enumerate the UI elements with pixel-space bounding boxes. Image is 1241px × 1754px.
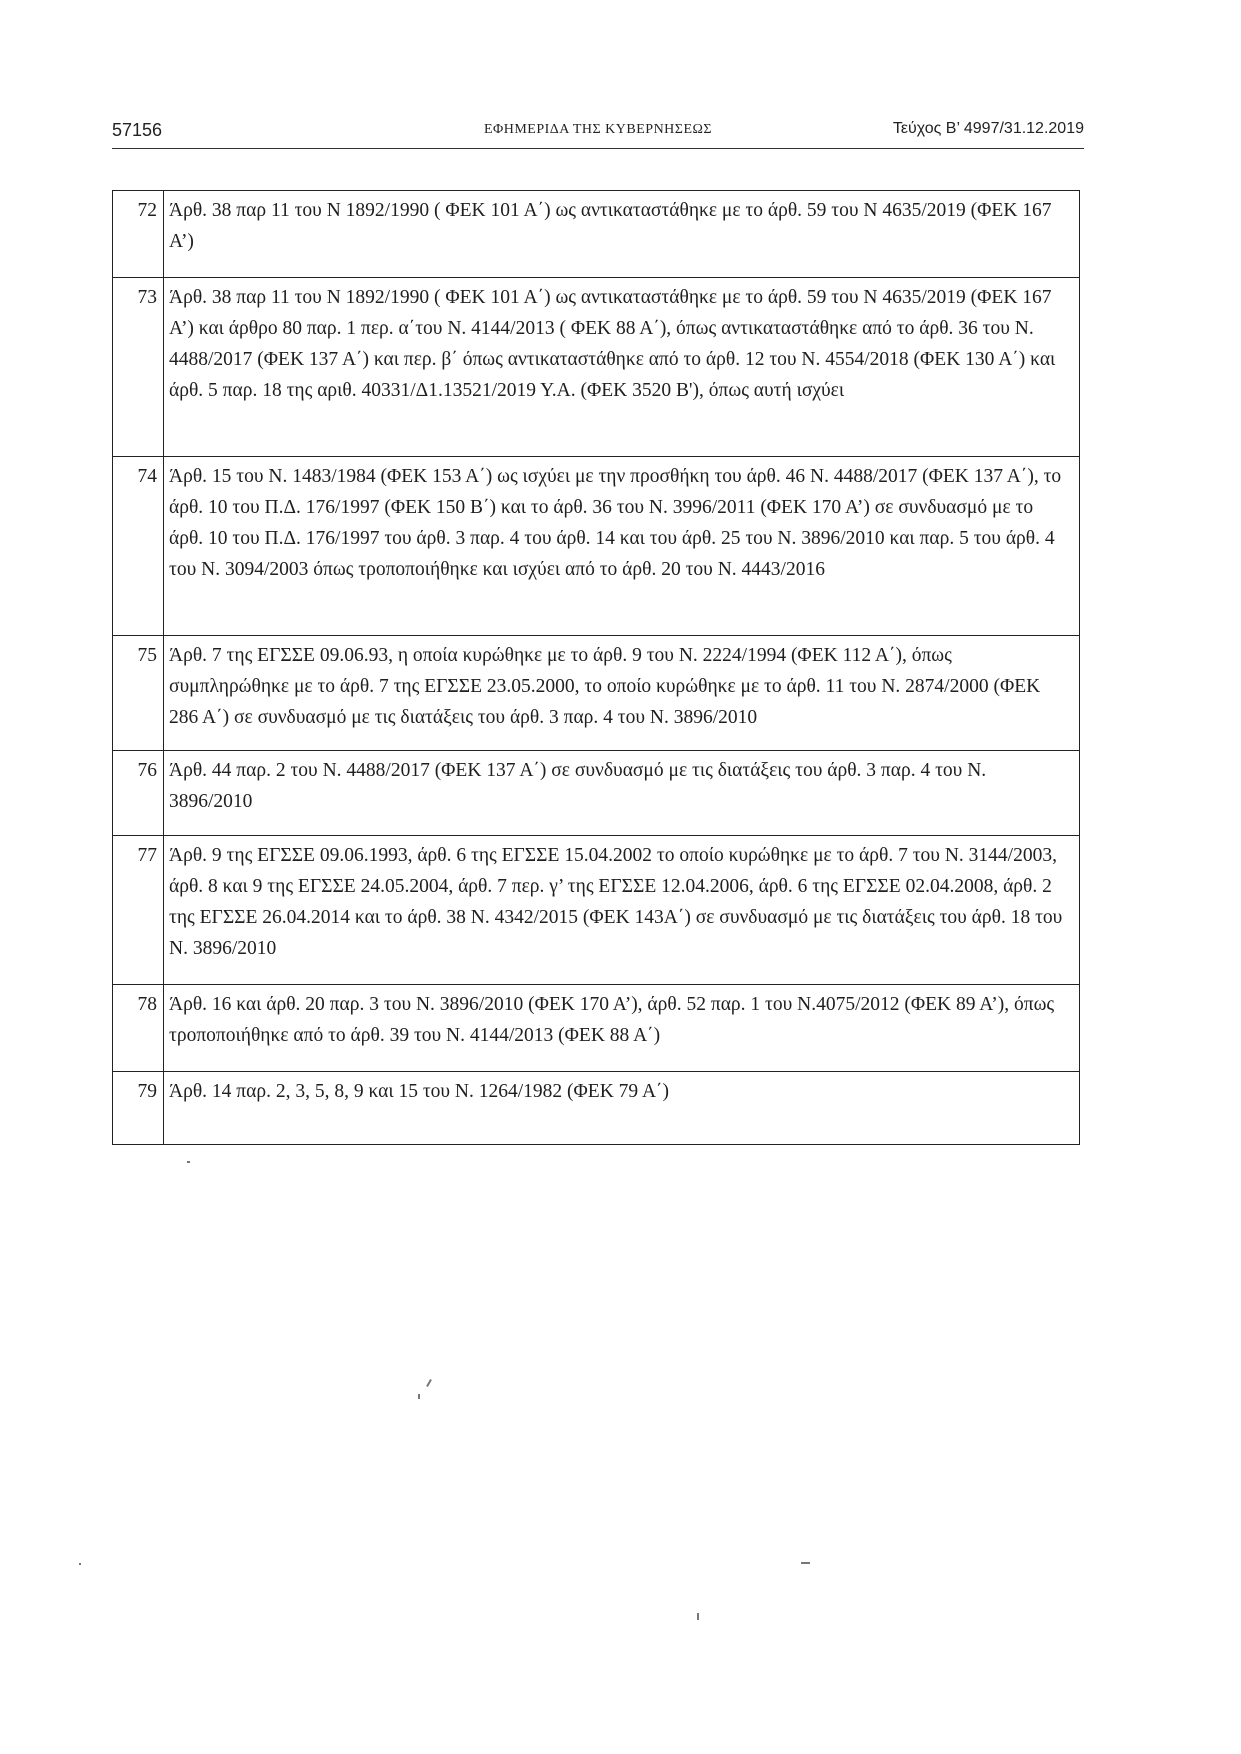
- table-row: [113, 985, 1080, 1072]
- page-header: [112, 118, 1084, 149]
- row-text: Άρθ. 7 της ΕΓΣΣΕ 09.06.93, η οποία κυρώθηκε με το άρθ. 9 του Ν. 2224/1994 (ΦΕΚ 112 Α΄), όπως συμπληρώθηκε με το άρθ. 7 της ΕΓΣΣΕ 23.05.2000, το οποίο κυρώθηκε με το άρθ. 11 του Ν. 2874/2000 (ΦΕΚ 286 Α΄) σε συνδυασμό με τις διατάξεις του άρθ. 3 παρ. 4 του Ν. 3896/2010: [164, 636, 1080, 751]
- row-number: 78: [113, 985, 164, 1072]
- scan-speck: [426, 1379, 432, 1387]
- row-text: Άρθ. 14 παρ. 2, 3, 5, 8, 9 και 15 του Ν. 1264/1982 (ΦΕΚ 79 Α΄): [164, 1072, 1080, 1145]
- scan-speck: [418, 1394, 420, 1399]
- scan-speck: [801, 1562, 810, 1564]
- scan-speck: [79, 1563, 81, 1565]
- row-text: Άρθ. 44 παρ. 2 του Ν. 4488/2017 (ΦΕΚ 137 Α΄) σε συνδυασμό με τις διατάξεις του άρθ. 3 παρ. 4 του Ν. 3896/2010: [164, 751, 1080, 836]
- row-text: Άρθ. 38 παρ 11 του Ν 1892/1990 ( ΦΕΚ 101 Α΄) ως αντικαταστάθηκε με το άρθ. 59 του Ν 4635/2019 (ΦΕΚ 167 Α’): [164, 191, 1080, 278]
- row-text: Άρθ. 15 του Ν. 1483/1984 (ΦΕΚ 153 Α΄) ως ισχύει με την προσθήκη του άρθ. 46 Ν. 4488/2017 (ΦΕΚ 137 Α΄), το άρθ. 10 του Π.Δ. 176/1997 (ΦΕΚ 150 Β΄) και το άρθ. 36 του Ν. 3996/2011 (ΦΕΚ 170 Α’) σε συνδυασμό με το άρθ. 10 του Π.Δ. 176/1997 του άρθ. 3 παρ. 4 του άρθ. 14 και του άρθ. 25 του Ν. 3896/2010 και παρ. 5 του άρθ. 4 του Ν. 3094/2003 όπως τροποποιήθηκε και ισχύει από το άρθ. 20 του Ν. 4443/2016: [164, 457, 1080, 636]
- legal-provisions-table: [112, 190, 1080, 1145]
- row-number: 77: [113, 836, 164, 985]
- table-row: [113, 836, 1080, 985]
- page-number: 57156: [112, 120, 163, 140]
- table-row: [113, 191, 1080, 278]
- row-text: Άρθ. 9 της ΕΓΣΣΕ 09.06.1993, άρθ. 6 της ΕΓΣΣΕ 15.04.2002 το οποίο κυρώθηκε με το άρθ. 7 του Ν. 3144/2003, άρθ. 8 και 9 της ΕΓΣΣΕ 24.05.2004, άρθ. 7 περ. γ’ της ΕΓΣΣΕ 12.04.2006, άρθ. 6 της ΕΓΣΣΕ 02.04.2008, άρθ. 2 της ΕΓΣΣΕ 26.04.2014 και το άρθ. 38 Ν. 4342/2015 (ΦΕΚ 143Α΄) σε συνδυασμό με τις διατάξεις του άρθ. 18 του Ν. 3896/2010: [164, 836, 1080, 985]
- gazette-title: ΕΦΗΜΕΡΙΔΑ ΤΗΣ ΚΥΒΕΡΝΗΣΕΩΣ: [483, 122, 713, 137]
- row-text: Άρθ. 16 και άρθ. 20 παρ. 3 του Ν. 3896/2010 (ΦΕΚ 170 Α’), άρθ. 52 παρ. 1 του Ν.4075/2012 (ΦΕΚ 89 Α’), όπως τροποποιήθηκε από το άρθ. 39 του Ν. 4144/2013 (ΦΕΚ 88 Α΄): [164, 985, 1080, 1072]
- row-number: 75: [113, 636, 164, 751]
- row-number: 76: [113, 751, 164, 836]
- table-row: [113, 751, 1080, 836]
- row-number: 74: [113, 457, 164, 636]
- row-number: 79: [113, 1072, 164, 1145]
- row-number: 73: [113, 278, 164, 457]
- issue-info: Τεύχος Β’ 4997/31.12.2019: [892, 120, 1084, 137]
- table-row: [113, 636, 1080, 751]
- table-row: [113, 278, 1080, 457]
- row-text: Άρθ. 38 παρ 11 του Ν 1892/1990 ( ΦΕΚ 101 Α΄) ως αντικαταστάθηκε με το άρθ. 59 του Ν 4635/2019 (ΦΕΚ 167 Α’) και άρθρο 80 παρ. 1 περ. α΄του Ν. 4144/2013 ( ΦΕΚ 88 Α΄), όπως αντικαταστάθηκε από το άρθ. 36 του Ν. 4488/2017 (ΦΕΚ 137 Α΄) και περ. β΄ όπως αντικαταστάθηκε από το άρθ. 12 του Ν. 4554/2018 (ΦΕΚ 130 Α΄) και άρθ. 5 παρ. 18 της αριθ. 40331/Δ1.13521/2019 Υ.Α. (ΦΕΚ 3520 Β'), όπως αυτή ισχύει: [164, 278, 1080, 457]
- scan-speck: [697, 1613, 699, 1620]
- row-number: 72: [113, 191, 164, 278]
- table-row: [113, 1072, 1080, 1145]
- table-row: [113, 457, 1080, 636]
- scan-speck: [187, 1161, 190, 1163]
